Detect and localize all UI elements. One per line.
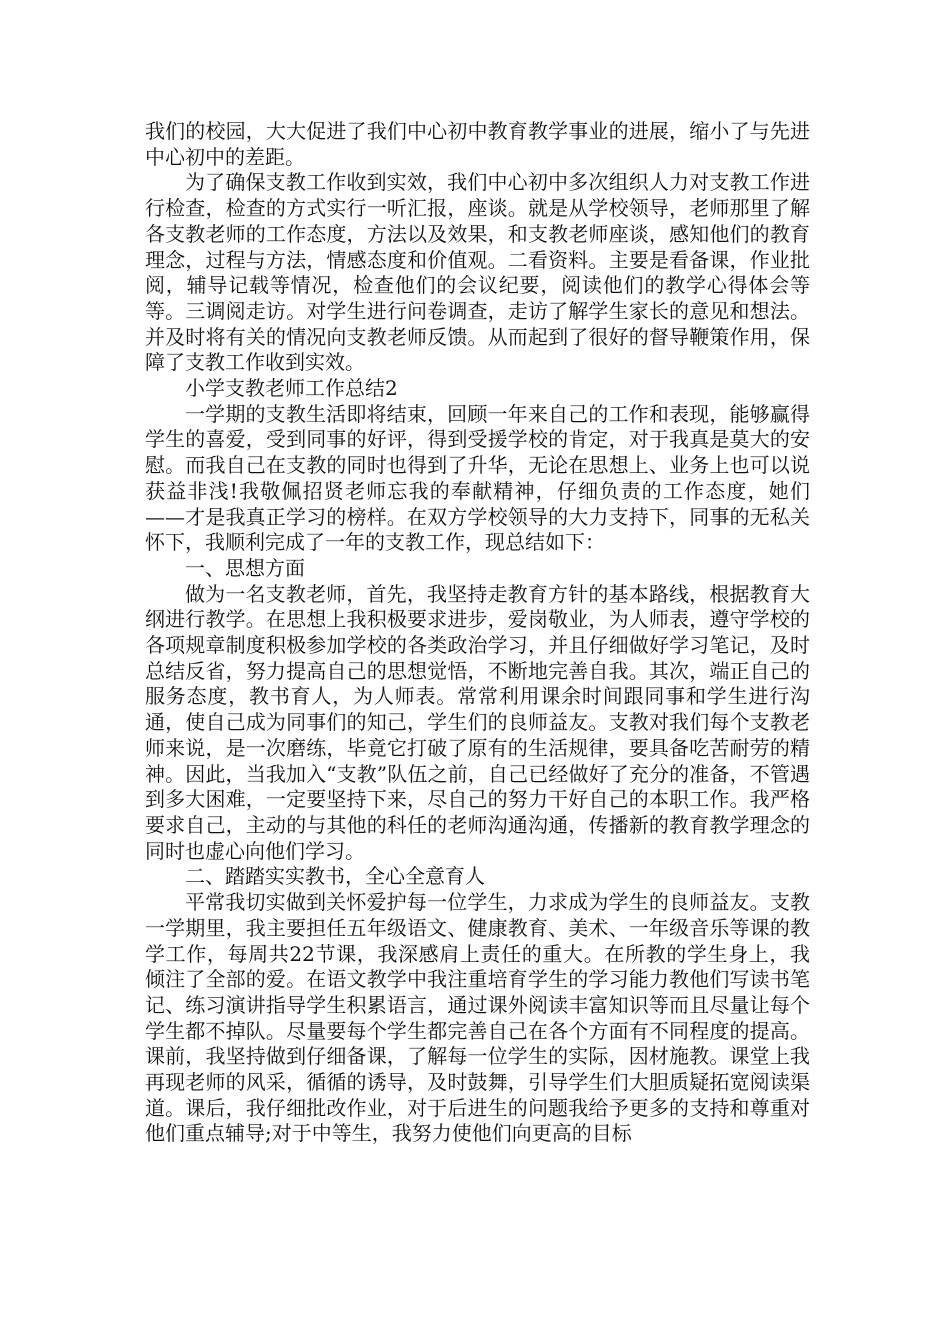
document-body — [145, 119, 810, 1147]
paragraph-supervision: 为了确保支教工作收到实效，我们中心初中多次组织人力对支教工作进行检查，检查的方式实行一听汇报，座谈。就是从学校领导，老师那里了解各支教老师的工作态度，方法以及效果，和支教老师座谈，感知他们的教育理念，过程与方法，情感态度和价值观。二看资料。主要是看备课，作业批阅，辅导记载等情况，检查他们的会议纪要，阅读他们的教学心得体会等等。三调阅走访。对学生进行问卷调查，走访了解学生家长的意见和想法。并及时将有关的情况向支教老师反馈。从而起到了很好的督导鞭策作用，保障了支教工作收到实效。 — [145, 170, 810, 375]
heading-teaching: 二、踏踏实实教书，全心全意育人 — [185, 864, 485, 889]
paragraph-continuation: 我们的校园，大大促进了我们中心初中教育教学事业的进展，缩小了与先进中心初中的差距。 — [145, 119, 810, 169]
paragraph-teaching: 平常我切实做到关怀爱护每一位学生，力求成为学生的良师益友。支教一学期里，我主要担任五年级语文、健康教育、美术、一年级音乐等课的教学工作，每周共22节课，我深感肩上责任的重大。在所教的学生身上，我倾注了全部的爱。在语文教学中我注重培育学生的学习能力教他们写读书笔记、练习演讲指导学生积累语言，通过课外阅读丰富知识等而且尽量让每个学生都不掉队。尽量要每个学生都完善自己在各个方面有不同程度的提高。课前，我坚持做到仔细备课，了解每一位学生的实际，因材施教。课堂上我再现老师的风采，循循的诱导，及时鼓舞，引导学生们大胆质疑拓宽阅读渠道。课后，我仔细批改作业，对于后进生的问题我给予更多的支持和尊重对他们重点辅导;对于中等生，我努力使他们向更高的目标 — [145, 890, 810, 1146]
paragraph-thought: 做为一名支教老师，首先，我坚持走教育方针的基本路线，根据教育大纲进行教学。在思想上我积极要求进步，爱岗敬业，为人师表，遵守学校的各项规章制度积极参加学校的各类政治学习，并且仔细做好学习笔记，及时总结反省，努力提高自己的思想觉悟，不断地完善自我。其次，端正自己的服务态度，教书育人，为人师表。常常利用课余时间跟同事和学生进行沟通，使自己成为同事们的知己，学生们的良师益友。支教对我们每个支教老师来说，是一次磨练，毕竟它打破了原有的生活规律，要具备吃苦耐劳的精神。因此，当我加入“支教”队伍之前，自己已经做好了充分的准备，不管遇到多大困难，一定要坚持下来，尽自己的努力干好自己的本职工作。我严格要求自己，主动的与其他的科任的老师沟通沟通，传播新的教育教学理念的同时也虚心向他们学习。 — [145, 581, 810, 863]
section-title: 小学支教老师工作总结2 — [185, 376, 398, 401]
paragraph-intro: 一学期的支教生活即将结束，回顾一年来自己的工作和表现，能够赢得学生的喜爱，受到同事的好评，得到受援学校的肯定，对于我真是莫大的安慰。而我自己在支教的同时也得到了升华，无论在思想上、业务上也可以说获益非浅!我敬佩招贤老师忘我的奉献精神，仔细负责的工作态度，她们——才是我真正学习的榜样。在双方学校领导的大力支持下，同事的无私关怀下，我顺利完成了一年的支教工作，现总结如下： — [145, 401, 810, 555]
heading-thought: 一、思想方面 — [185, 555, 305, 580]
